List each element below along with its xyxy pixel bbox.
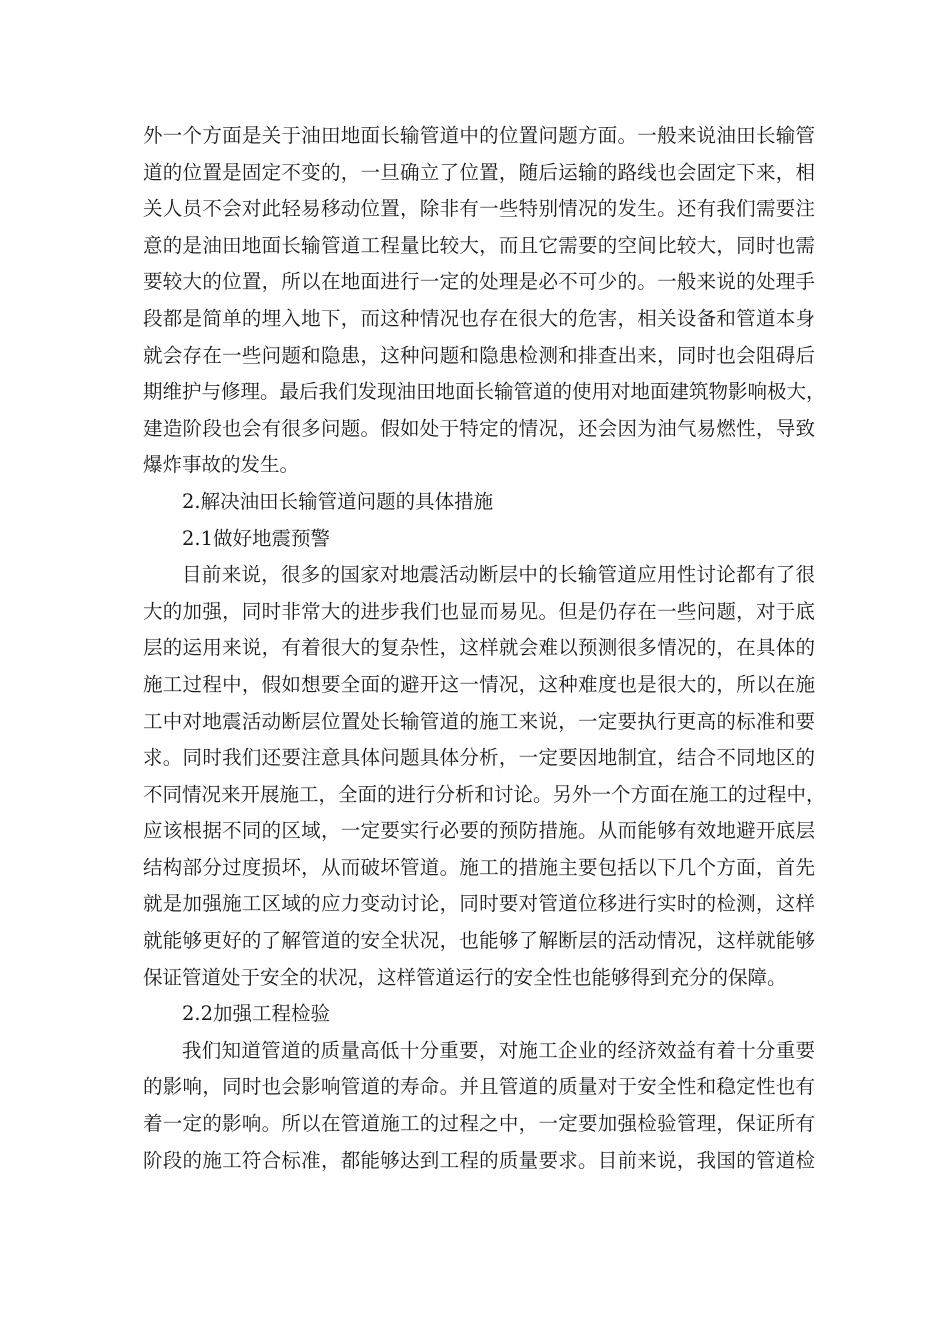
text-line: 道的位置是固定不变的，一旦确立了位置，随后运输的路线也会固定下来，相 [143, 160, 815, 184]
text-line: 爆炸事故的发生。 [143, 453, 300, 477]
text-line: 大的加强，同时非常大的进步我们也显而易见。但是仍存在一些问题，对于底 [143, 599, 815, 623]
text-line: 目前来说，很多的国家对地震活动断层中的长输管道应用性讨论都有了很 [182, 563, 815, 587]
section-heading: 2.解决油田长输管道问题的具体措施 [182, 489, 494, 513]
text-line: 着一定的影响。所以在管道施工的过程之中，一定要加强检验管理，保证所有 [143, 1112, 815, 1136]
paragraph-3 [143, 1033, 815, 1179]
subsection-heading: 2.2加强工程检验 [182, 1002, 331, 1026]
text-line: 外一个方面是关于油田地面长输管道中的位置问题方面。一般来说油田长输管 [143, 124, 815, 147]
text-line: 就能够更好的了解管道的安全状况，也能够了解断层的活动情况，这样就能够 [143, 929, 815, 953]
text-line: 我们知道管道的质量高低十分重要，对施工企业的经济效益有着十分重要 [182, 1038, 815, 1062]
text-line: 关人员不会对此轻易移动位置，除非有一些特别情况的发生。还有我们需要注 [143, 197, 815, 221]
document-body [143, 118, 826, 1179]
text-line: 施工过程中，假如想要全面的避开这一情况，这种难度也是很大的，所以在施 [143, 672, 815, 696]
paragraph-1 [143, 118, 826, 484]
text-line: 阶段的施工符合标准，都能够达到工程的质量要求。目前来说，我国的管道检 [143, 1148, 815, 1172]
text-line: 段都是简单的埋入地下，而这种情况也存在很大的危害，相关设备和管道本身 [143, 306, 815, 330]
text-line: 应该根据不同的区域，一定要实行必要的预防措施。从而能够有效地避开底层 [143, 819, 815, 843]
text-line: 结构部分过度损坏，从而破坏管道。施工的措施主要包括以下几个方面，首先 [143, 855, 815, 879]
text-line: 层的运用来说，有着很大的复杂性，这样就会难以预测很多情况的，在具体的 [143, 636, 815, 660]
text-line: 的影响，同时也会影响管道的寿命。并且管道的质量对于安全性和稳定性也有 [143, 1075, 815, 1099]
text-line: 意的是油田地面长输管道工程量比较大，而且它需要的空间比较大，同时也需 [143, 233, 815, 257]
text-line: 期维护与修理。最后我们发现油田地面长输管道的使用对地面建筑物影响极大， [143, 380, 826, 404]
text-line: 就是加强施工区域的应力变动讨论，同时要对管道位移进行实时的检测，这样 [143, 892, 815, 916]
text-line: 就会存在一些问题和隐患，这种问题和隐患检测和排查出来，同时也会阻碍后 [143, 343, 815, 367]
text-line: 工中对地震活动断层位置处长输管道的施工来说，一定要执行更高的标准和要 [143, 709, 815, 733]
text-line: 建造阶段也会有很多问题。假如处于特定的情况，还会因为油气易燃性，导致 [143, 416, 815, 440]
text-line: 要较大的位置，所以在地面进行一定的处理是必不可少的。一般来说的处理手 [143, 270, 815, 294]
text-line: 求。同时我们还要注意具体问题具体分析，一定要因地制宜，结合不同地区的 [143, 746, 815, 770]
text-line: 不同情况来开展施工，全面的进行分析和讨论。另外一个方面在施工的过程中， [143, 782, 826, 806]
paragraph-2 [143, 557, 826, 996]
subsection-heading: 2.1做好地震预警 [182, 526, 331, 550]
text-line: 保证管道处于安全的状况，这样管道运行的安全性也能够得到充分的保障。 [143, 965, 787, 989]
